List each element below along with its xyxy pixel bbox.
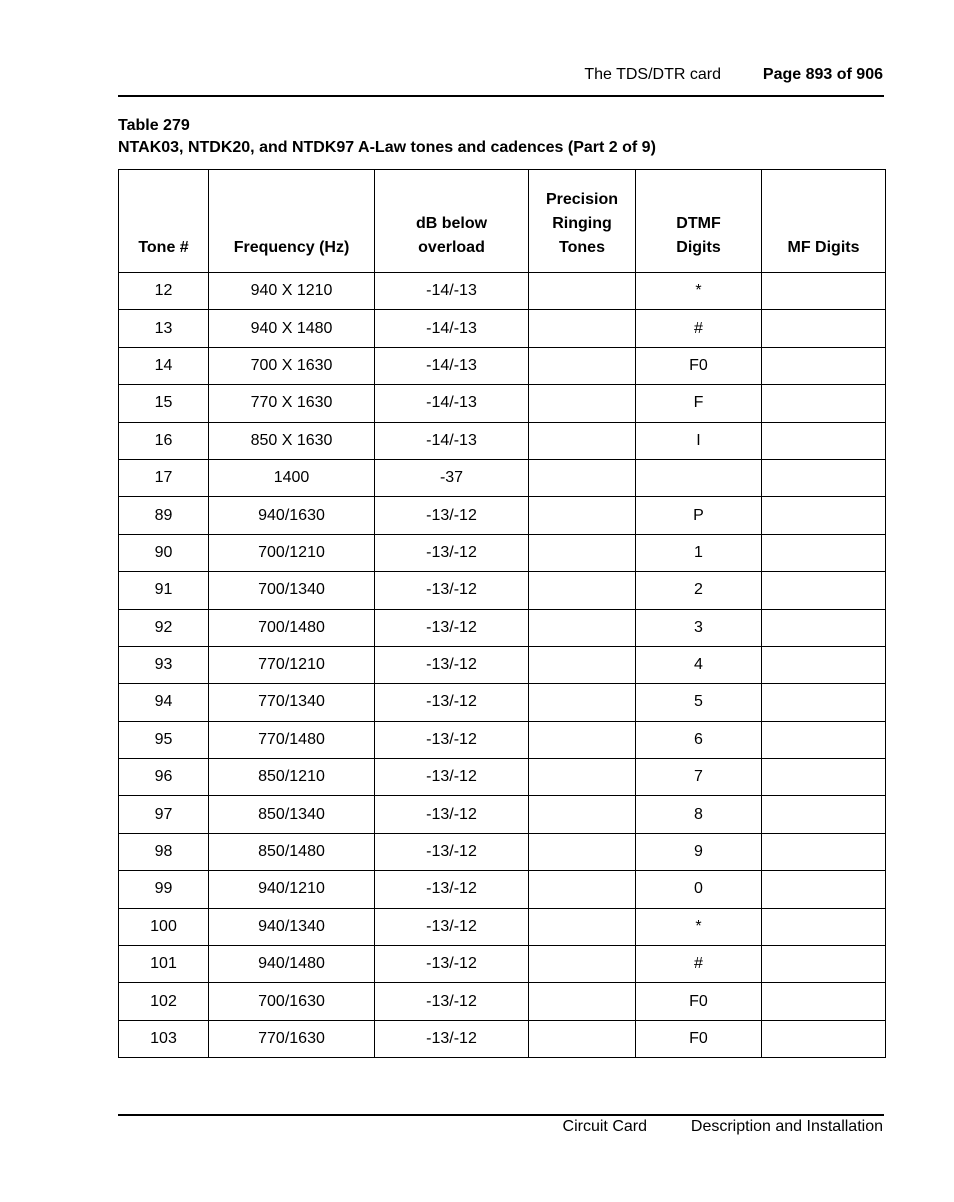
db-cell: -13/-12 bbox=[375, 572, 529, 609]
mf-cell bbox=[762, 347, 886, 384]
tone-cell: 15 bbox=[119, 385, 209, 422]
frequency-cell: 700/1340 bbox=[209, 572, 375, 609]
db-cell: -14/-13 bbox=[375, 273, 529, 310]
table-row bbox=[119, 609, 886, 646]
dtmf-cell: F bbox=[636, 385, 762, 422]
precision-cell bbox=[529, 572, 636, 609]
col-header-precision-ringing-tones: Precision Ringing Tones bbox=[529, 170, 636, 273]
mf-cell bbox=[762, 721, 886, 758]
tone-cell: 16 bbox=[119, 422, 209, 459]
table-row bbox=[119, 273, 886, 310]
frequency-cell: 850/1210 bbox=[209, 759, 375, 796]
page-footer bbox=[118, 1118, 883, 1140]
frequency-cell: 700/1210 bbox=[209, 534, 375, 571]
footer-left-text: Circuit Card bbox=[562, 1118, 647, 1135]
tone-cell: 17 bbox=[119, 459, 209, 496]
tone-cell: 89 bbox=[119, 497, 209, 534]
frequency-cell: 770/1630 bbox=[209, 1020, 375, 1057]
frequency-cell: 940 X 1210 bbox=[209, 273, 375, 310]
table-row bbox=[119, 385, 886, 422]
dtmf-cell: 9 bbox=[636, 833, 762, 870]
precision-cell bbox=[529, 459, 636, 496]
db-cell: -14/-13 bbox=[375, 310, 529, 347]
db-cell: -13/-12 bbox=[375, 983, 529, 1020]
tone-cell: 97 bbox=[119, 796, 209, 833]
frequency-cell: 700/1630 bbox=[209, 983, 375, 1020]
db-cell: -37 bbox=[375, 459, 529, 496]
precision-cell bbox=[529, 946, 636, 983]
mf-cell bbox=[762, 497, 886, 534]
frequency-cell: 770/1210 bbox=[209, 646, 375, 683]
table-row bbox=[119, 946, 886, 983]
precision-cell bbox=[529, 310, 636, 347]
db-cell: -14/-13 bbox=[375, 347, 529, 384]
dtmf-cell: # bbox=[636, 310, 762, 347]
dtmf-cell: F0 bbox=[636, 1020, 762, 1057]
col-header-tone: Tone # bbox=[119, 170, 209, 273]
tone-cell: 103 bbox=[119, 1020, 209, 1057]
table-row bbox=[119, 871, 886, 908]
tone-cell: 96 bbox=[119, 759, 209, 796]
mf-cell bbox=[762, 983, 886, 1020]
col-header-frequency: Frequency (Hz) bbox=[209, 170, 375, 273]
mf-cell bbox=[762, 459, 886, 496]
dtmf-cell bbox=[636, 459, 762, 496]
tone-cell: 95 bbox=[119, 721, 209, 758]
mf-cell bbox=[762, 871, 886, 908]
col-header-mf-digits: MF Digits bbox=[762, 170, 886, 273]
table-row bbox=[119, 983, 886, 1020]
tone-cell: 93 bbox=[119, 646, 209, 683]
mf-cell bbox=[762, 908, 886, 945]
frequency-cell: 850/1480 bbox=[209, 833, 375, 870]
dtmf-cell: 6 bbox=[636, 721, 762, 758]
db-cell: -13/-12 bbox=[375, 796, 529, 833]
frequency-cell: 850 X 1630 bbox=[209, 422, 375, 459]
precision-cell bbox=[529, 534, 636, 571]
tone-cell: 98 bbox=[119, 833, 209, 870]
footer-right-text: Description and Installation bbox=[690, 1118, 883, 1135]
dtmf-cell: 4 bbox=[636, 646, 762, 683]
tone-cell: 101 bbox=[119, 946, 209, 983]
precision-cell bbox=[529, 273, 636, 310]
db-cell: -14/-13 bbox=[375, 422, 529, 459]
dtmf-cell: 5 bbox=[636, 684, 762, 721]
tone-cell: 99 bbox=[119, 871, 209, 908]
mf-cell bbox=[762, 572, 886, 609]
page-number: Page 893 of 906 bbox=[762, 66, 883, 83]
mf-cell bbox=[762, 534, 886, 571]
precision-cell bbox=[529, 833, 636, 870]
dtmf-cell: 8 bbox=[636, 796, 762, 833]
db-cell: -13/-12 bbox=[375, 1020, 529, 1057]
db-cell: -13/-12 bbox=[375, 497, 529, 534]
section-title: The TDS/DTR card bbox=[584, 66, 721, 83]
mf-cell bbox=[762, 796, 886, 833]
mf-cell bbox=[762, 385, 886, 422]
db-cell: -13/-12 bbox=[375, 646, 529, 683]
precision-cell bbox=[529, 983, 636, 1020]
dtmf-cell: 3 bbox=[636, 609, 762, 646]
mf-cell bbox=[762, 684, 886, 721]
tone-cell: 12 bbox=[119, 273, 209, 310]
db-cell: -13/-12 bbox=[375, 946, 529, 983]
db-cell: -13/-12 bbox=[375, 534, 529, 571]
mf-cell bbox=[762, 310, 886, 347]
col-header-dtmf-digits: DTMF Digits bbox=[636, 170, 762, 273]
frequency-cell: 770 X 1630 bbox=[209, 385, 375, 422]
dtmf-cell: F0 bbox=[636, 983, 762, 1020]
table-row bbox=[119, 497, 886, 534]
table-title: NTAK03, NTDK20, and NTDK97 A-Law tones and cadences (Part 2 of 9) bbox=[118, 139, 656, 156]
dtmf-cell: 2 bbox=[636, 572, 762, 609]
table-row bbox=[119, 759, 886, 796]
frequency-cell: 940/1630 bbox=[209, 497, 375, 534]
frequency-cell: 850/1340 bbox=[209, 796, 375, 833]
table-row bbox=[119, 833, 886, 870]
mf-cell bbox=[762, 833, 886, 870]
table-row bbox=[119, 721, 886, 758]
table-row bbox=[119, 459, 886, 496]
precision-cell bbox=[529, 871, 636, 908]
dtmf-cell: 7 bbox=[636, 759, 762, 796]
tone-cell: 92 bbox=[119, 609, 209, 646]
table-row bbox=[119, 310, 886, 347]
frequency-cell: 700 X 1630 bbox=[209, 347, 375, 384]
mf-cell bbox=[762, 422, 886, 459]
dtmf-cell: 1 bbox=[636, 534, 762, 571]
mf-cell bbox=[762, 1020, 886, 1057]
precision-cell bbox=[529, 684, 636, 721]
precision-cell bbox=[529, 1020, 636, 1057]
table-row bbox=[119, 646, 886, 683]
db-cell: -13/-12 bbox=[375, 759, 529, 796]
mf-cell bbox=[762, 759, 886, 796]
table-row bbox=[119, 1020, 886, 1057]
precision-cell bbox=[529, 385, 636, 422]
dtmf-cell: I bbox=[636, 422, 762, 459]
tone-cell: 102 bbox=[119, 983, 209, 1020]
precision-cell bbox=[529, 422, 636, 459]
tone-cell: 13 bbox=[119, 310, 209, 347]
db-cell: -13/-12 bbox=[375, 609, 529, 646]
dtmf-cell: # bbox=[636, 946, 762, 983]
precision-cell bbox=[529, 759, 636, 796]
table-row bbox=[119, 347, 886, 384]
precision-cell bbox=[529, 796, 636, 833]
precision-cell bbox=[529, 497, 636, 534]
frequency-cell: 1400 bbox=[209, 459, 375, 496]
frequency-cell: 940/1210 bbox=[209, 871, 375, 908]
db-cell: -13/-12 bbox=[375, 833, 529, 870]
tone-cell: 14 bbox=[119, 347, 209, 384]
col-header-db-below-overload: dB below overload bbox=[375, 170, 529, 273]
table-row bbox=[119, 534, 886, 571]
dtmf-cell: 0 bbox=[636, 871, 762, 908]
mf-cell bbox=[762, 646, 886, 683]
frequency-cell: 770/1340 bbox=[209, 684, 375, 721]
frequency-cell: 940 X 1480 bbox=[209, 310, 375, 347]
footer-rule bbox=[118, 1114, 884, 1116]
db-cell: -13/-12 bbox=[375, 721, 529, 758]
tone-cell: 100 bbox=[119, 908, 209, 945]
db-cell: -13/-12 bbox=[375, 684, 529, 721]
table-row bbox=[119, 908, 886, 945]
db-cell: -13/-12 bbox=[375, 871, 529, 908]
tones-table bbox=[118, 169, 886, 1058]
table-header-row bbox=[119, 170, 886, 273]
table-caption bbox=[118, 115, 656, 159]
precision-cell bbox=[529, 721, 636, 758]
table-body bbox=[119, 273, 886, 1058]
tone-cell: 90 bbox=[119, 534, 209, 571]
precision-cell bbox=[529, 908, 636, 945]
table-row bbox=[119, 684, 886, 721]
mf-cell bbox=[762, 946, 886, 983]
mf-cell bbox=[762, 273, 886, 310]
frequency-cell: 940/1480 bbox=[209, 946, 375, 983]
frequency-cell: 940/1340 bbox=[209, 908, 375, 945]
dtmf-cell: F0 bbox=[636, 347, 762, 384]
dtmf-cell: * bbox=[636, 908, 762, 945]
dtmf-cell: * bbox=[636, 273, 762, 310]
page-header bbox=[118, 66, 883, 86]
precision-cell bbox=[529, 646, 636, 683]
frequency-cell: 700/1480 bbox=[209, 609, 375, 646]
db-cell: -14/-13 bbox=[375, 385, 529, 422]
dtmf-cell: P bbox=[636, 497, 762, 534]
tone-cell: 91 bbox=[119, 572, 209, 609]
precision-cell bbox=[529, 347, 636, 384]
precision-cell bbox=[529, 609, 636, 646]
table-row bbox=[119, 572, 886, 609]
table-row bbox=[119, 796, 886, 833]
mf-cell bbox=[762, 609, 886, 646]
table-row bbox=[119, 422, 886, 459]
header-rule bbox=[118, 95, 884, 97]
frequency-cell: 770/1480 bbox=[209, 721, 375, 758]
tone-cell: 94 bbox=[119, 684, 209, 721]
table-number: Table 279 bbox=[118, 117, 190, 134]
db-cell: -13/-12 bbox=[375, 908, 529, 945]
